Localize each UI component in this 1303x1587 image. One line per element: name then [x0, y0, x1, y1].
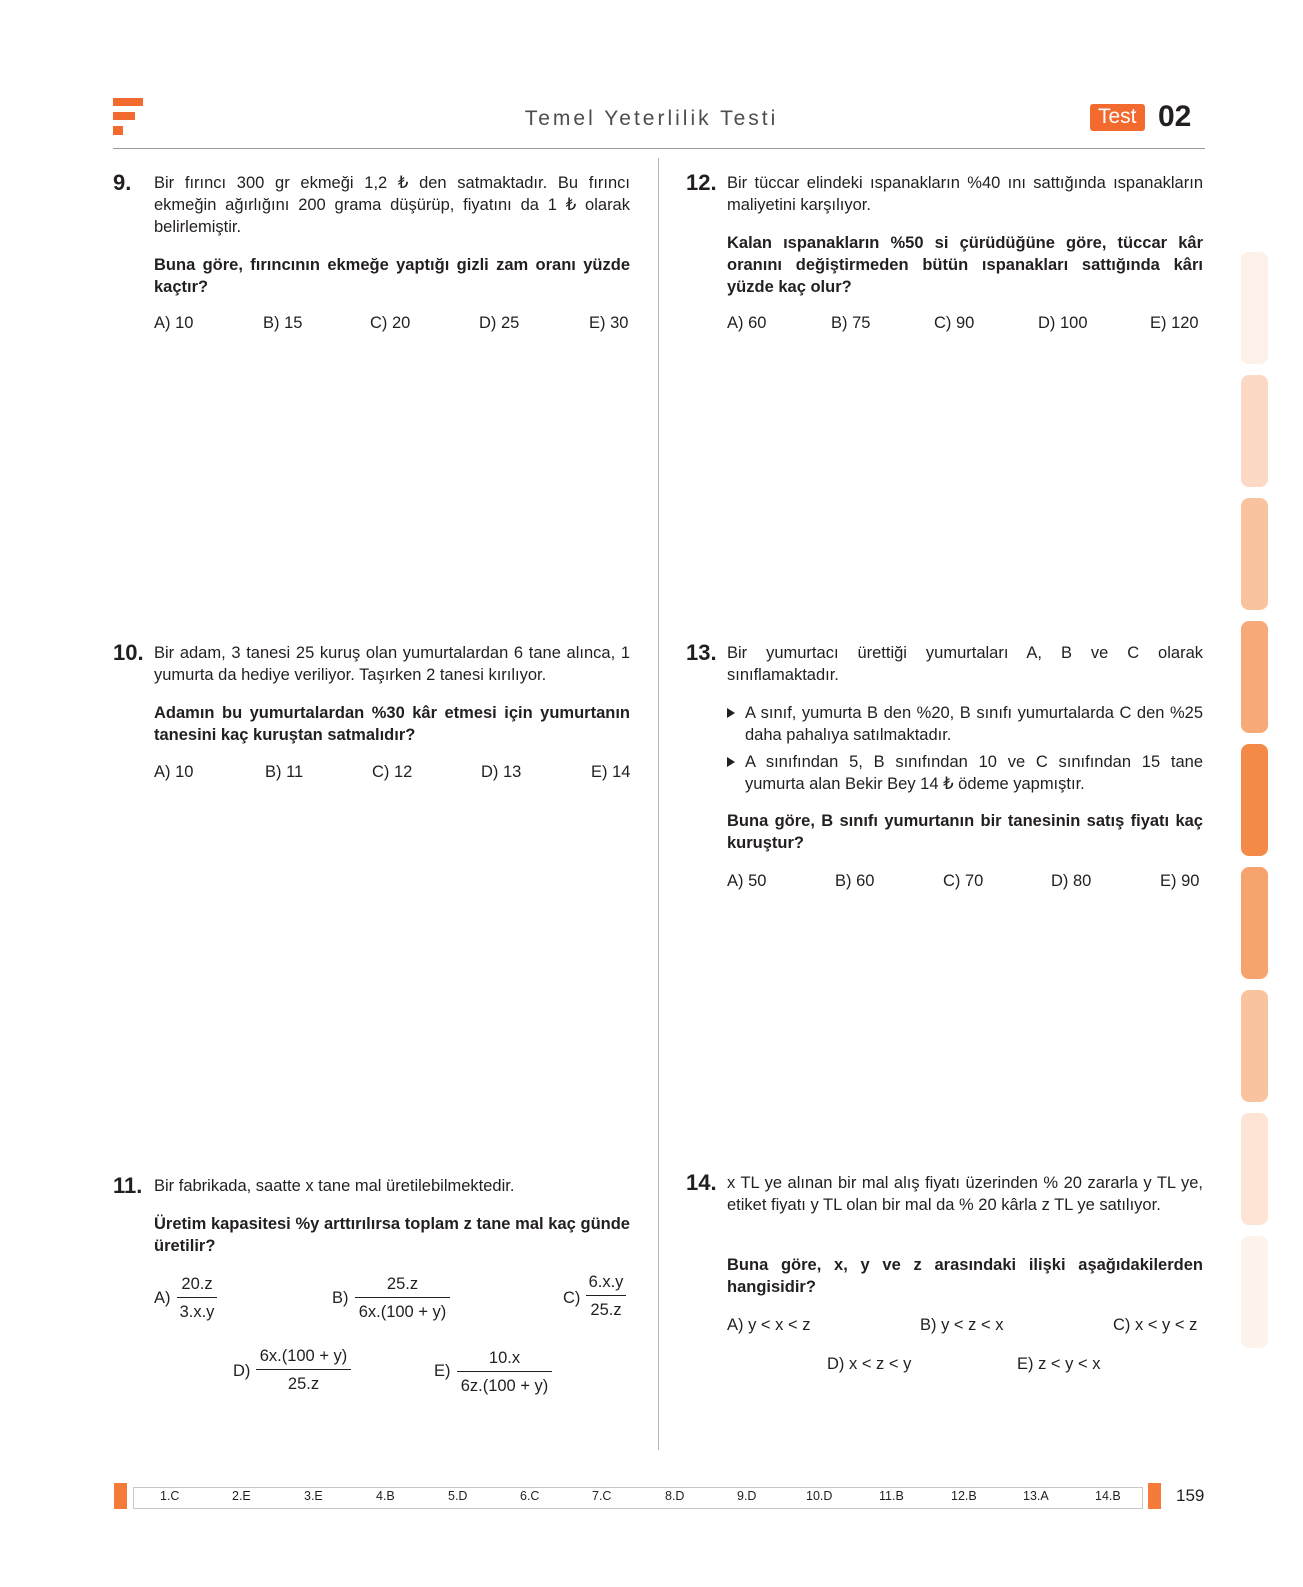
question-14: [686, 1172, 1203, 1392]
page-title: Temel Yeterlilik Testi: [524, 107, 779, 130]
option-c[interactable]: C) 90: [934, 314, 975, 332]
question-text: Bir fırıncı 300 gr ekmeği 1,2 ₺ den satmaktadır. Bu fırıncı ekmeğin ağırlığını 200 grama düşürüp, fiyatını da 1 ₺ olarak belirlemiştir.: [154, 174, 630, 236]
option-d[interactable]: D) 13: [481, 763, 522, 781]
answer-key-item: 14.B: [1095, 1489, 1121, 1503]
side-tab[interactable]: [1241, 498, 1268, 610]
option-a[interactable]: A) 50: [727, 872, 767, 890]
question-text: Bir tüccar elindeki ıspanakların %40 ını sattığında ıspanakların maliyetini karşılıyor.: [727, 174, 1203, 214]
option-d[interactable]: D) 80: [1051, 872, 1092, 890]
denominator: 25.z: [287, 1375, 320, 1393]
header-divider: [113, 148, 1205, 149]
answer-key-item: 4.B: [376, 1489, 395, 1503]
option-c-label[interactable]: C): [563, 1289, 581, 1307]
option-a-fraction[interactable]: [177, 1273, 217, 1323]
question-12: [686, 172, 1203, 342]
answer-key-item: 12.B: [951, 1489, 977, 1503]
answer-key-marker-right: [1148, 1483, 1161, 1509]
answer-key-item: 9.D: [737, 1489, 757, 1503]
option-b-fraction[interactable]: [355, 1273, 450, 1323]
option-b[interactable]: B) 15: [263, 314, 303, 332]
answer-key-marker-left: [114, 1483, 127, 1509]
side-tab[interactable]: [1241, 744, 1268, 856]
option-c-fraction[interactable]: [586, 1271, 626, 1321]
side-tab[interactable]: [1241, 1236, 1268, 1348]
answer-key-item: 8.D: [665, 1489, 685, 1503]
question-prompt: Buna göre, fırıncının ekmeğe yaptığı gizli zam oranı yüzde kaçtır?: [154, 256, 630, 296]
side-tab[interactable]: [1241, 375, 1268, 487]
option-c[interactable]: C) 70: [943, 872, 984, 890]
bullet-item: A sınıfından 5, B sınıfından 10 ve C sınıfından 15 tane yumurta alan Bekir Bey 14 ₺ ödeme yapmıştır.: [727, 751, 1203, 795]
question-prompt: Adamın bu yumurtalardan %30 kâr etmesi için yumurtanın tanesini kaç kuruştan satmalıdır?: [154, 704, 630, 744]
option-e-fraction[interactable]: [457, 1347, 552, 1397]
option-a[interactable]: A) 60: [727, 314, 767, 332]
option-a[interactable]: A) 10: [154, 314, 194, 332]
question-number: 13.: [686, 640, 717, 665]
page-number: 159: [1176, 1486, 1205, 1505]
option-a[interactable]: A) 10: [154, 763, 194, 781]
option-a[interactable]: A) y < x < z: [727, 1316, 811, 1334]
answer-key-item: 10.D: [806, 1489, 833, 1503]
question-prompt: Kalan ıspanakların %50 si çürüdüğüne göre, tüccar kâr oranını değiştirmeden bütün ıspanakları sattığında kârı yüzde kaç olur?: [727, 234, 1203, 296]
option-b[interactable]: B) 75: [831, 314, 871, 332]
option-d[interactable]: D) x < z < y: [827, 1355, 912, 1373]
side-tab[interactable]: [1241, 252, 1268, 364]
question-number: 9.: [113, 170, 132, 195]
question-prompt: Buna göre, B sınıfı yumurtanın bir tanesinin satış fiyatı kaç kuruştur?: [727, 812, 1203, 852]
numerator: 6.x.y: [586, 1271, 626, 1296]
answer-key: [133, 1487, 1143, 1509]
denominator: 3.x.y: [179, 1303, 215, 1321]
option-b-label[interactable]: B): [332, 1289, 349, 1307]
option-e[interactable]: E) 14: [591, 763, 631, 781]
question-number: 11.: [113, 1173, 143, 1198]
answer-key-item: 11.B: [879, 1489, 904, 1503]
option-a-label[interactable]: A): [154, 1289, 171, 1307]
option-c[interactable]: C) x < y < z: [1113, 1316, 1198, 1334]
option-e[interactable]: E) 30: [589, 314, 629, 332]
side-tab[interactable]: [1241, 1113, 1268, 1225]
bullet-item: A sınıf, yumurta B den %20, B sınıfı yumurtalarda C den %25 daha pahalıya satılmaktadır.: [727, 702, 1203, 746]
question-prompt: Buna göre, x, y ve z arasındaki ilişki aşağıdakilerden hangisidir?: [727, 1256, 1203, 1296]
denominator: 25.z: [590, 1301, 622, 1319]
question-prompt: Üretim kapasitesi %y arttırılırsa toplam z tane mal kaç günde üretilir?: [154, 1215, 630, 1255]
numerator: 10.x: [457, 1347, 552, 1372]
option-d[interactable]: D) 100: [1038, 314, 1088, 332]
option-d[interactable]: D) 25: [479, 314, 520, 332]
numerator: 20.z: [177, 1273, 217, 1298]
question-text: Bir adam, 3 tanesi 25 kuruş olan yumurtalardan 6 tane alınca, 1 yumurta da hediye veriliyor. Taşırken 2 tanesi kırılıyor.: [154, 644, 630, 684]
question-11: [113, 1175, 630, 1405]
test-badge: Test: [1090, 104, 1145, 131]
question-text: Bir fabrikada, saatte x tane mal üretilebilmektedir.: [154, 1177, 515, 1195]
answer-key-item: 2.E: [232, 1489, 251, 1503]
option-e-label[interactable]: E): [434, 1362, 451, 1380]
numerator: 25.z: [355, 1273, 450, 1298]
question-text: x TL ye alınan bir mal alış fiyatı üzerinden % 20 zararla y TL ye, etiket fiyatı y TL olan bir mal da % 20 kârla z TL ye satılıyor.: [727, 1174, 1203, 1214]
option-e[interactable]: E) z < y < x: [1017, 1355, 1101, 1373]
question-number: 12.: [686, 170, 717, 195]
question-10: [113, 642, 630, 812]
answer-key-item: 6.C: [520, 1489, 540, 1503]
option-c[interactable]: C) 12: [372, 763, 413, 781]
numerator: 6x.(100 + y): [256, 1345, 351, 1370]
question-text: Bir yumurtacı ürettiği yumurtaları A, B ve C olarak sınıflamaktadır.: [727, 644, 1203, 684]
denominator: 6x.(100 + y): [358, 1303, 447, 1321]
answer-key-item: 1.C: [160, 1489, 180, 1503]
side-tab[interactable]: [1241, 621, 1268, 733]
question-number: 14.: [686, 1170, 717, 1195]
option-e[interactable]: E) 120: [1150, 314, 1199, 332]
option-d-fraction[interactable]: [256, 1345, 351, 1395]
option-b[interactable]: B) 11: [265, 763, 304, 781]
question-number: 10.: [113, 640, 144, 665]
denominator: 6z.(100 + y): [460, 1377, 549, 1395]
answer-key-item: 13.A: [1023, 1489, 1049, 1503]
answer-key-item: 7.C: [592, 1489, 612, 1503]
question-13: [686, 642, 1203, 902]
option-c[interactable]: C) 20: [370, 314, 411, 332]
column-divider: [658, 158, 659, 1450]
option-d-label[interactable]: D): [233, 1362, 251, 1380]
test-number: 02: [1158, 100, 1192, 133]
option-b[interactable]: B) y < z < x: [920, 1316, 1004, 1334]
answer-key-item: 5.D: [448, 1489, 468, 1503]
side-tab[interactable]: [1241, 867, 1268, 979]
option-e[interactable]: E) 90: [1160, 872, 1200, 890]
side-tab[interactable]: [1241, 990, 1268, 1102]
answer-key-item: 3.E: [304, 1489, 323, 1503]
option-b[interactable]: B) 60: [835, 872, 875, 890]
question-9: [113, 172, 630, 342]
